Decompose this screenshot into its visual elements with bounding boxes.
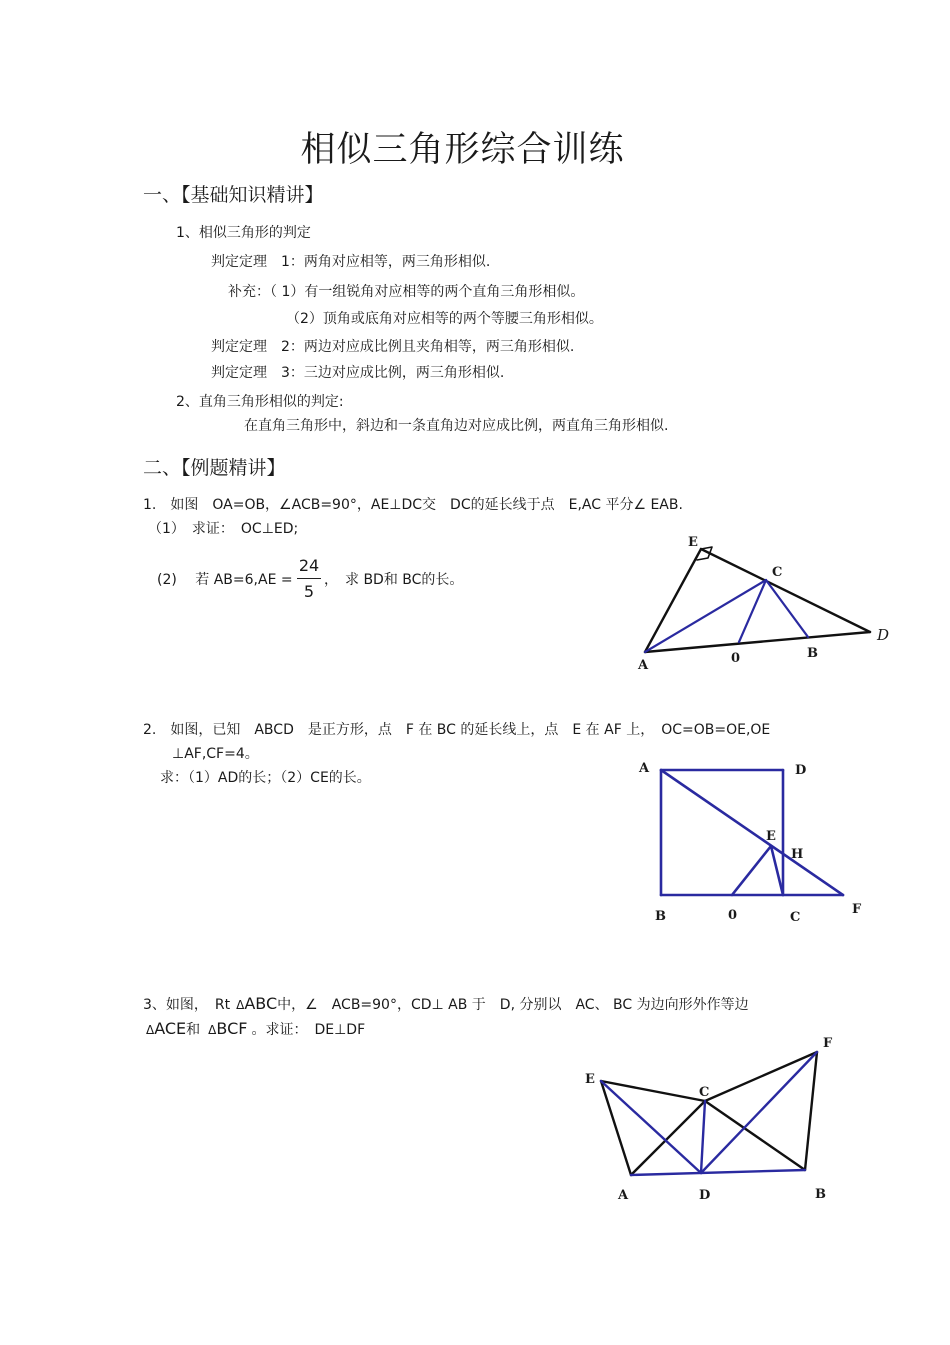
conjunction-and: 和 (186, 1022, 201, 1038)
triangle-symbol: Δ (208, 1023, 217, 1037)
problem-1-part-1: （1） 求证： OC⊥ED; (148, 521, 299, 537)
label-C: C (699, 1085, 710, 1100)
segment-CB (705, 1101, 805, 1170)
theorem-3: 判定定理 3：三边对应成比例，两三角形相似. (211, 365, 505, 381)
problem-2-question: 求：（1）AD的长；（2）CE的长。 (160, 770, 371, 786)
problem-2-statement-cont: ⊥AF,CF=4。 (172, 746, 259, 762)
problem-1-part-2-question: ， 求 BD和 BC的长。 (324, 572, 464, 588)
problem-3-condition: 中，∠ ACB=90°，CD⊥ AB 于 D, 分别以 AC、 BC 为边向形外作等边 (277, 997, 749, 1013)
supplement-1: 补充：（ 1）有一组锐角对应相等的两个直角三角形相似。 (228, 284, 585, 300)
label-B: B (655, 909, 666, 924)
problem-1-part-2: (2) 若 AB=6,AE = (157, 572, 293, 588)
label-A: A (638, 658, 649, 673)
label-A: A (639, 761, 650, 776)
segment-AC (631, 1101, 705, 1175)
label-O: 0 (731, 651, 741, 666)
problem-3-prove: 。求证： DE⊥DF (251, 1022, 366, 1038)
label-E: E (585, 1072, 595, 1087)
theorem-2: 判定定理 2：两边对应成比例且夹角相等，两三角形相似. (211, 339, 575, 355)
segment-CD (701, 1101, 705, 1173)
triangle-symbol: Δ (146, 1023, 155, 1037)
supplement-2: （2）顶角或底角对应相等的两个等腰三角形相似。 (286, 311, 603, 327)
problem-1-statement: 1. 如图 OA=OB，∠ACB=90°，AE⊥DC交 DC的延长线于点 E,AC 平分∠ EAB. (143, 497, 683, 513)
page-title: 相似三角形综合训练 (300, 130, 625, 170)
segment-AB (631, 1170, 805, 1175)
segment-CF (705, 1052, 817, 1101)
label-C: C (772, 565, 783, 580)
problem-3-intro: 3、如图， Rt (143, 997, 231, 1013)
section-heading-basics: 一、【基础知识精讲】 (143, 184, 324, 206)
triangle-bcf: BCF (216, 1019, 248, 1038)
label-O: 0 (728, 908, 738, 923)
label-D: D (795, 763, 807, 778)
fraction-numerator: 24 (298, 556, 320, 575)
item-2-heading: 2、直角三角形相似的判定: (176, 394, 344, 410)
triangle-abc: ABC (244, 994, 278, 1013)
segment-EC (601, 1081, 705, 1101)
label-F: F (823, 1036, 833, 1051)
label-C: C (790, 910, 801, 925)
label-F: F (852, 902, 862, 917)
fraction-denominator: 5 (303, 582, 315, 601)
item-1-heading: 1、相似三角形的判定 (176, 225, 311, 241)
theorem-1: 判定定理 1：两角对应相等，两三角形相似. (211, 254, 491, 270)
label-B: B (815, 1187, 826, 1202)
problem-2-statement: 2. 如图，已知 ABCD 是正方形，点 F 在 BC 的延长线上，点 E 在 AF 上， OC=OB=OE,OE (143, 722, 771, 738)
section-heading-examples: 二、【例题精讲】 (143, 457, 286, 479)
label-A: A (618, 1188, 629, 1203)
label-H: H (791, 847, 804, 862)
label-B: B (807, 646, 818, 661)
triangle-symbol: Δ (236, 998, 245, 1012)
label-E: E (766, 829, 776, 844)
label-E: E (688, 535, 698, 550)
triangle-ace: ACE (154, 1019, 187, 1038)
segment-DF (701, 1052, 817, 1173)
label-D: D (877, 626, 890, 644)
label-D: D (699, 1188, 711, 1203)
item-2-body: 在直角三角形中，斜边和一条直角边对应成比例，两直角三角形相似. (244, 418, 669, 434)
segment-FB (805, 1052, 817, 1170)
